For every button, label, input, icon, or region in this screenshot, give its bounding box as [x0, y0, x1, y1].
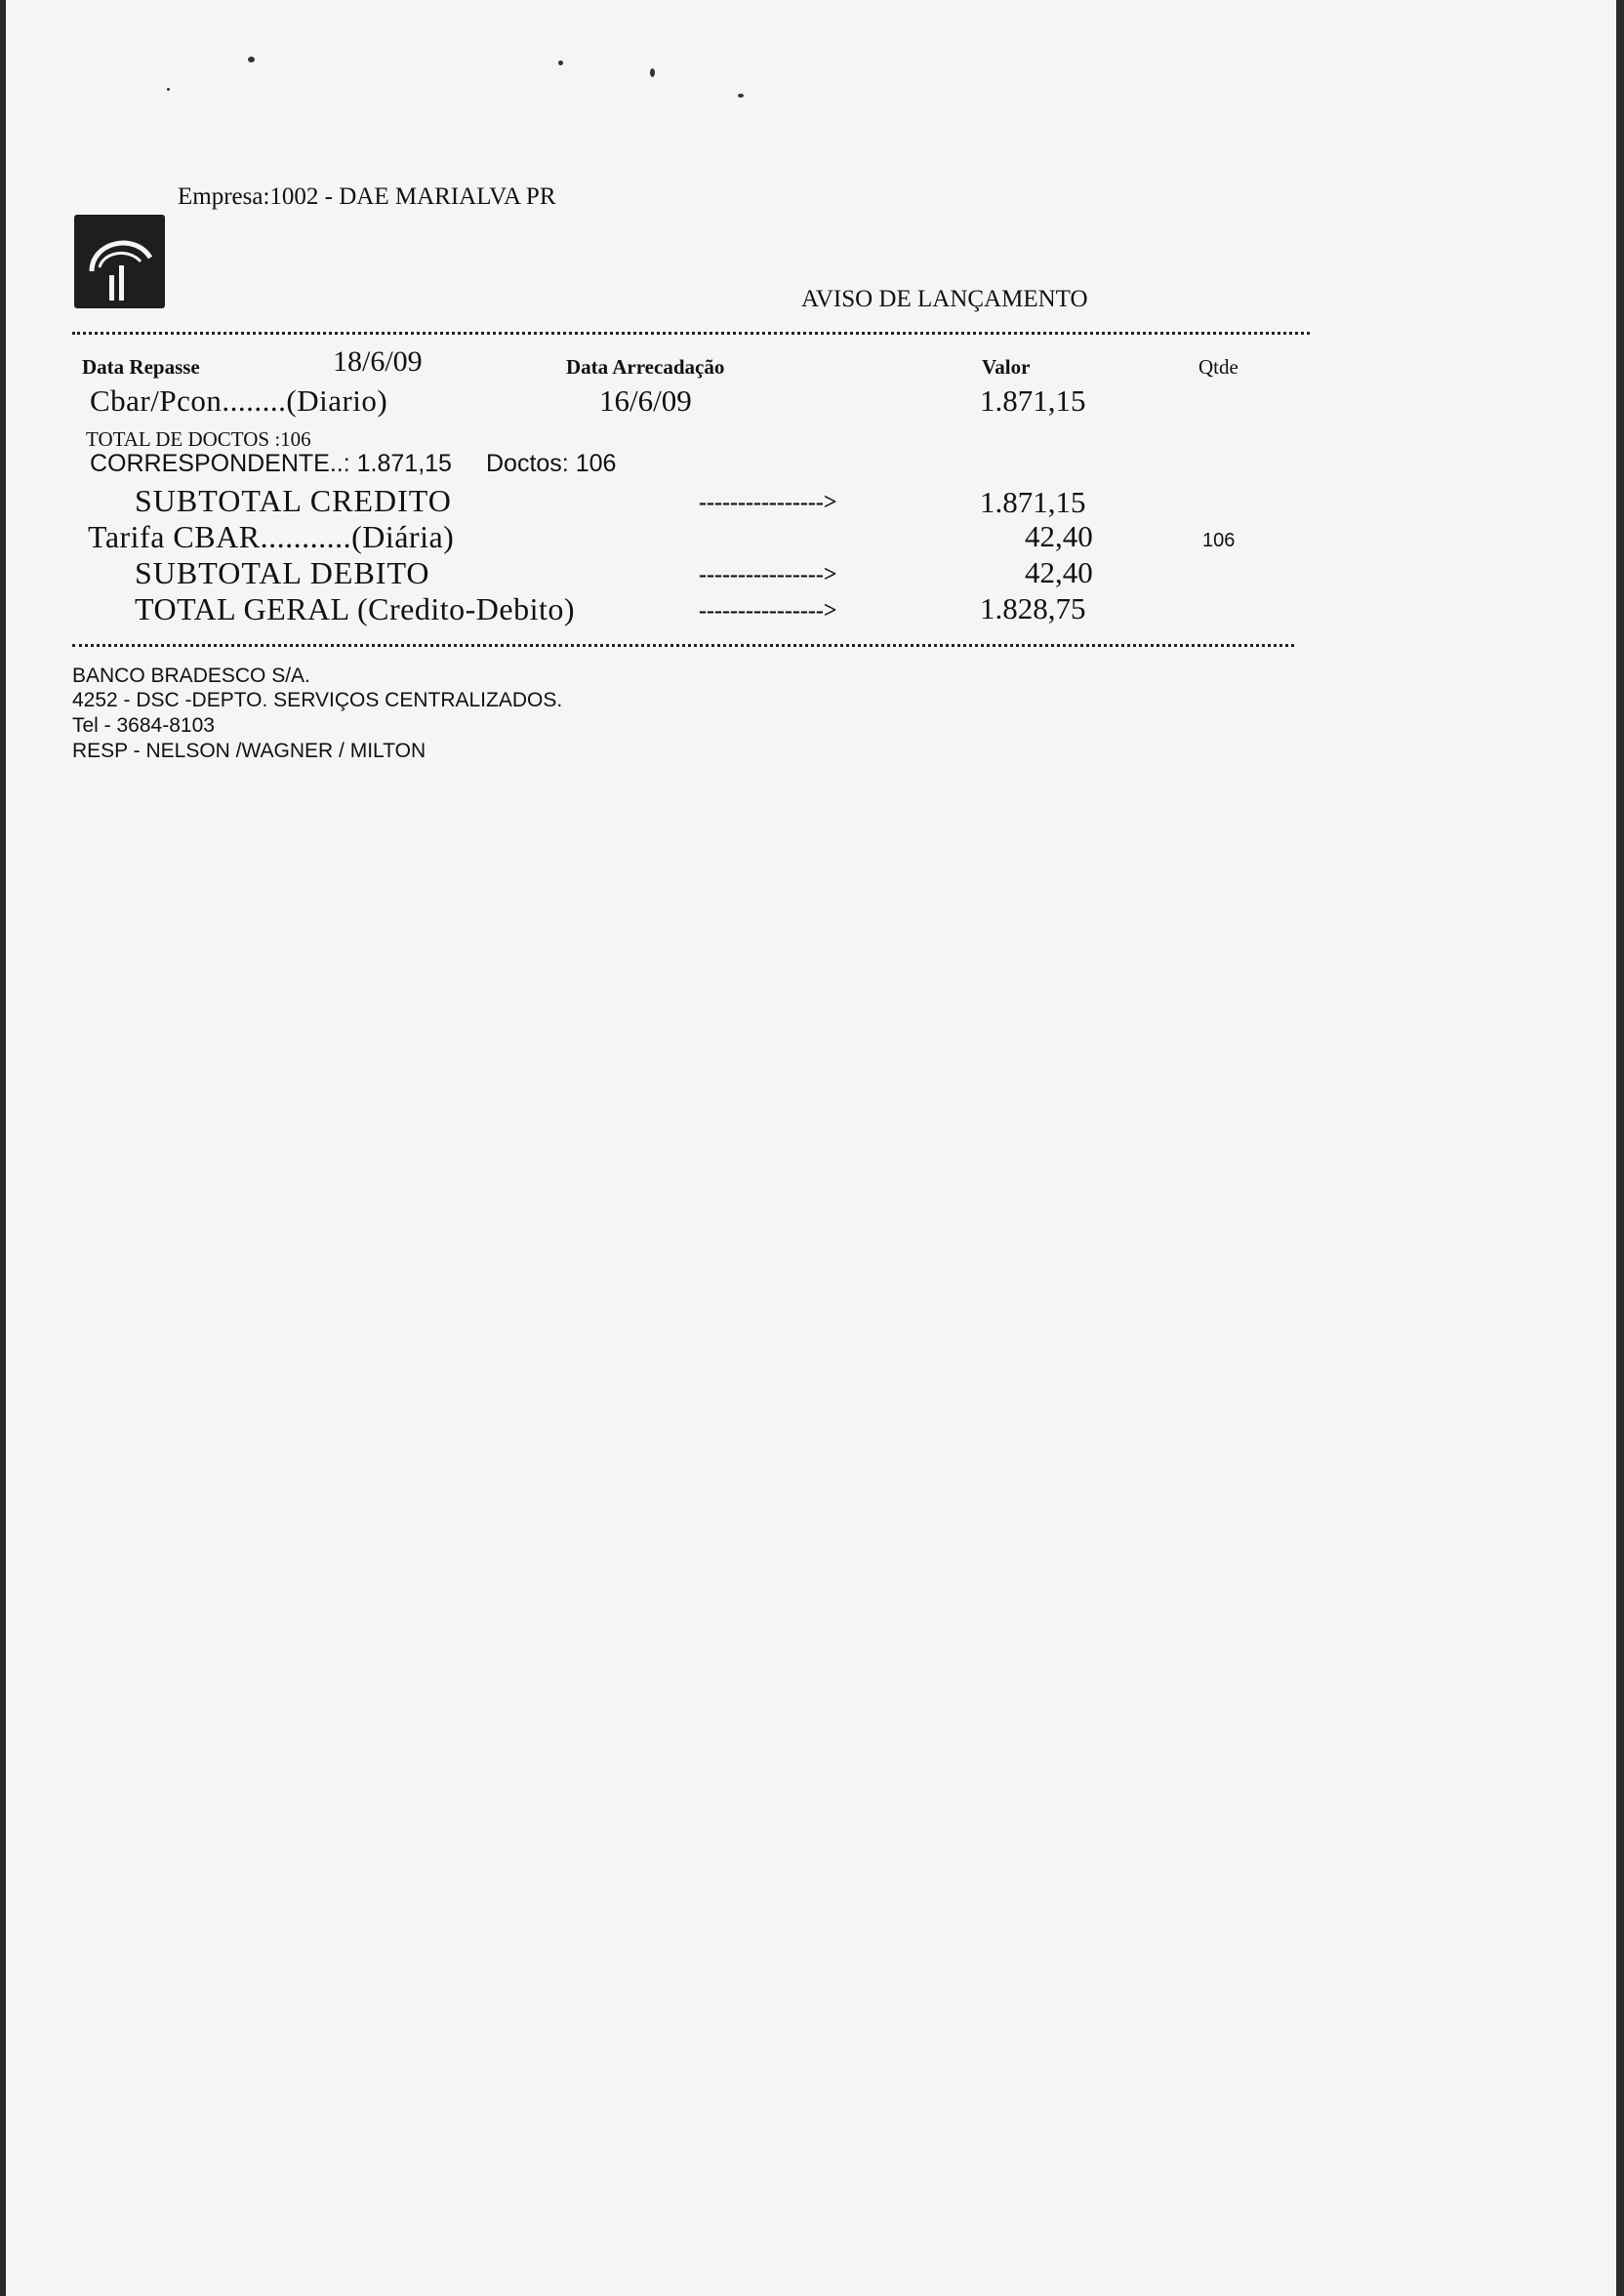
- correspondente-doctos: Doctos: 106: [486, 450, 617, 477]
- subtotal-credito-valor: 1.871,15: [980, 485, 1086, 519]
- footer-tel: Tel - 3684-8103: [72, 714, 215, 737]
- scan-speck: [248, 57, 255, 62]
- subtotal-debito-arrow: ---------------->: [699, 562, 837, 587]
- correspondente-line: CORRESPONDENTE..: 1.871,15: [90, 450, 452, 477]
- data-repasse-label: Data Repasse: [82, 355, 200, 379]
- total-geral-valor: 1.828,75: [980, 591, 1086, 625]
- scan-speck: [558, 60, 563, 65]
- cbar-label: Cbar/Pcon........(Diario): [90, 383, 388, 418]
- top-divider: [72, 332, 1310, 335]
- subtotal-credito-arrow: ---------------->: [699, 490, 837, 515]
- tarifa-valor: 42,40: [1025, 519, 1093, 553]
- bottom-divider: [72, 644, 1294, 647]
- qtde-label: Qtde: [1198, 355, 1238, 379]
- company-header: Empresa:1002 - DAE MARIALVA PR: [178, 183, 556, 210]
- total-doctos: TOTAL DE DOCTOS :106: [86, 427, 311, 451]
- subtotal-debito-label: SUBTOTAL DEBITO: [135, 555, 430, 590]
- cbar-date: 16/6/09: [599, 383, 692, 418]
- tarifa-qtde: 106: [1202, 530, 1236, 551]
- subtotal-credito-label: SUBTOTAL CREDITO: [135, 483, 452, 518]
- footer-dept: 4252 - DSC -DEPTO. SERVIÇOS CENTRALIZADOS.: [72, 689, 563, 711]
- data-repasse-value: 18/6/09: [333, 345, 423, 378]
- cbar-valor: 1.871,15: [980, 383, 1086, 418]
- tarifa-label: Tarifa CBAR...........(Diária): [88, 519, 455, 554]
- document-page: [6, 0, 1616, 2296]
- total-geral-label: TOTAL GERAL (Credito-Debito): [135, 591, 576, 626]
- subtotal-debito-valor: 42,40: [1025, 555, 1093, 589]
- footer-resp: RESP - NELSON /WAGNER / MILTON: [72, 740, 426, 762]
- total-geral-arrow: ---------------->: [699, 598, 837, 624]
- scan-speck: [738, 94, 744, 98]
- bradesco-logo-icon: [74, 215, 165, 308]
- scan-speck: [167, 88, 170, 91]
- scan-speck: [650, 68, 655, 77]
- page-title: AVISO DE LANÇAMENTO: [801, 286, 1088, 312]
- footer-bank: BANCO BRADESCO S/A.: [72, 665, 310, 687]
- data-arrecadacao-label: Data Arrecadação: [566, 355, 725, 379]
- valor-label: Valor: [982, 355, 1031, 379]
